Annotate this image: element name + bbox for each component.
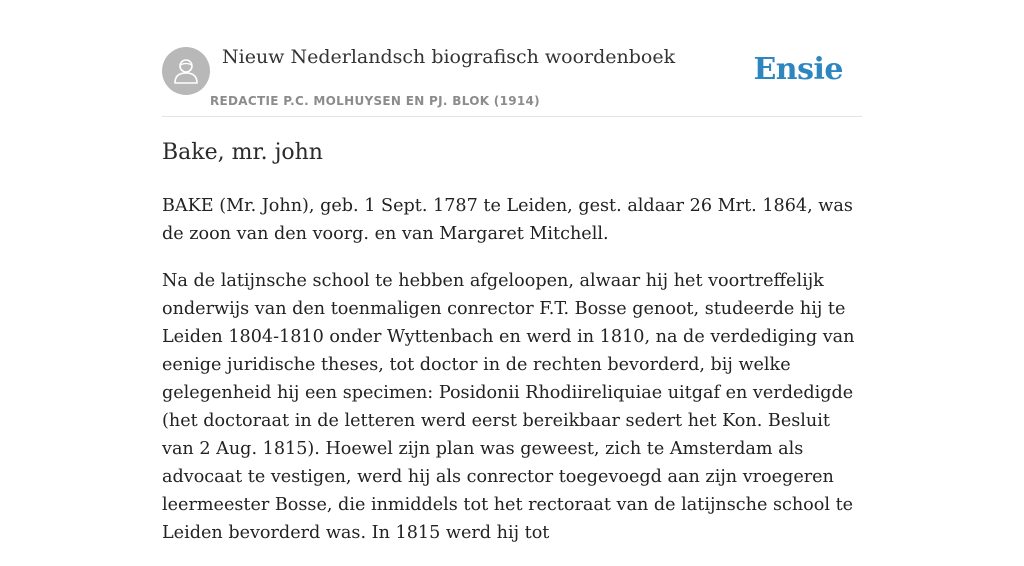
source-title[interactable]: Nieuw Nederlandsch biografisch woordenboek <box>222 46 676 68</box>
source-subtitle: REDACTIE P.C. MOLHUYSEN EN PJ. BLOK (1914) <box>210 94 540 108</box>
article-title: Bake, mr. john <box>162 140 323 165</box>
article-body <box>162 192 862 566</box>
article-paragraph: Na de latijnsche school te hebben afgeloopen, alwaar hij het voortreffelijk onderwijs van den toenmaligen conrector F.T. Bosse genoot, studeerde hij te Leiden 1804-1810 onder Wyttenbach en werd in 1810, na de verdediging van eenige juridische theses, tot doctor in de rechten bevorderd, bij welke gelegenheid hij een specimen: Posidonii Rhodiireliquiae uitgaf en verdedigde (het doctoraat in de letteren werd eerst bereikbaar sedert het Kon. Besluit van 2 Aug. 1815). Hoewel zijn plan was geweest, zich te Amsterdam als advocaat te vestigen, werd hij als conrector toegevoegd aan zijn vroegeren leermeester Bosse, die inmiddels tot het rectoraat van de latijnsche school te Leiden bevorderd was. In 1815 werd hij tot <box>162 271 855 543</box>
source-header <box>162 0 862 117</box>
ensie-logo[interactable]: Ensie <box>753 52 843 87</box>
source-avatar[interactable] <box>162 47 210 95</box>
user-icon <box>172 56 200 86</box>
article-paragraph: BAKE (Mr. John), geb. 1 Sept. 1787 te Leiden, gest. aldaar 26 Mrt. 1864, was de zoon van den voorg. en van Margaret Mitchell. <box>162 196 853 244</box>
